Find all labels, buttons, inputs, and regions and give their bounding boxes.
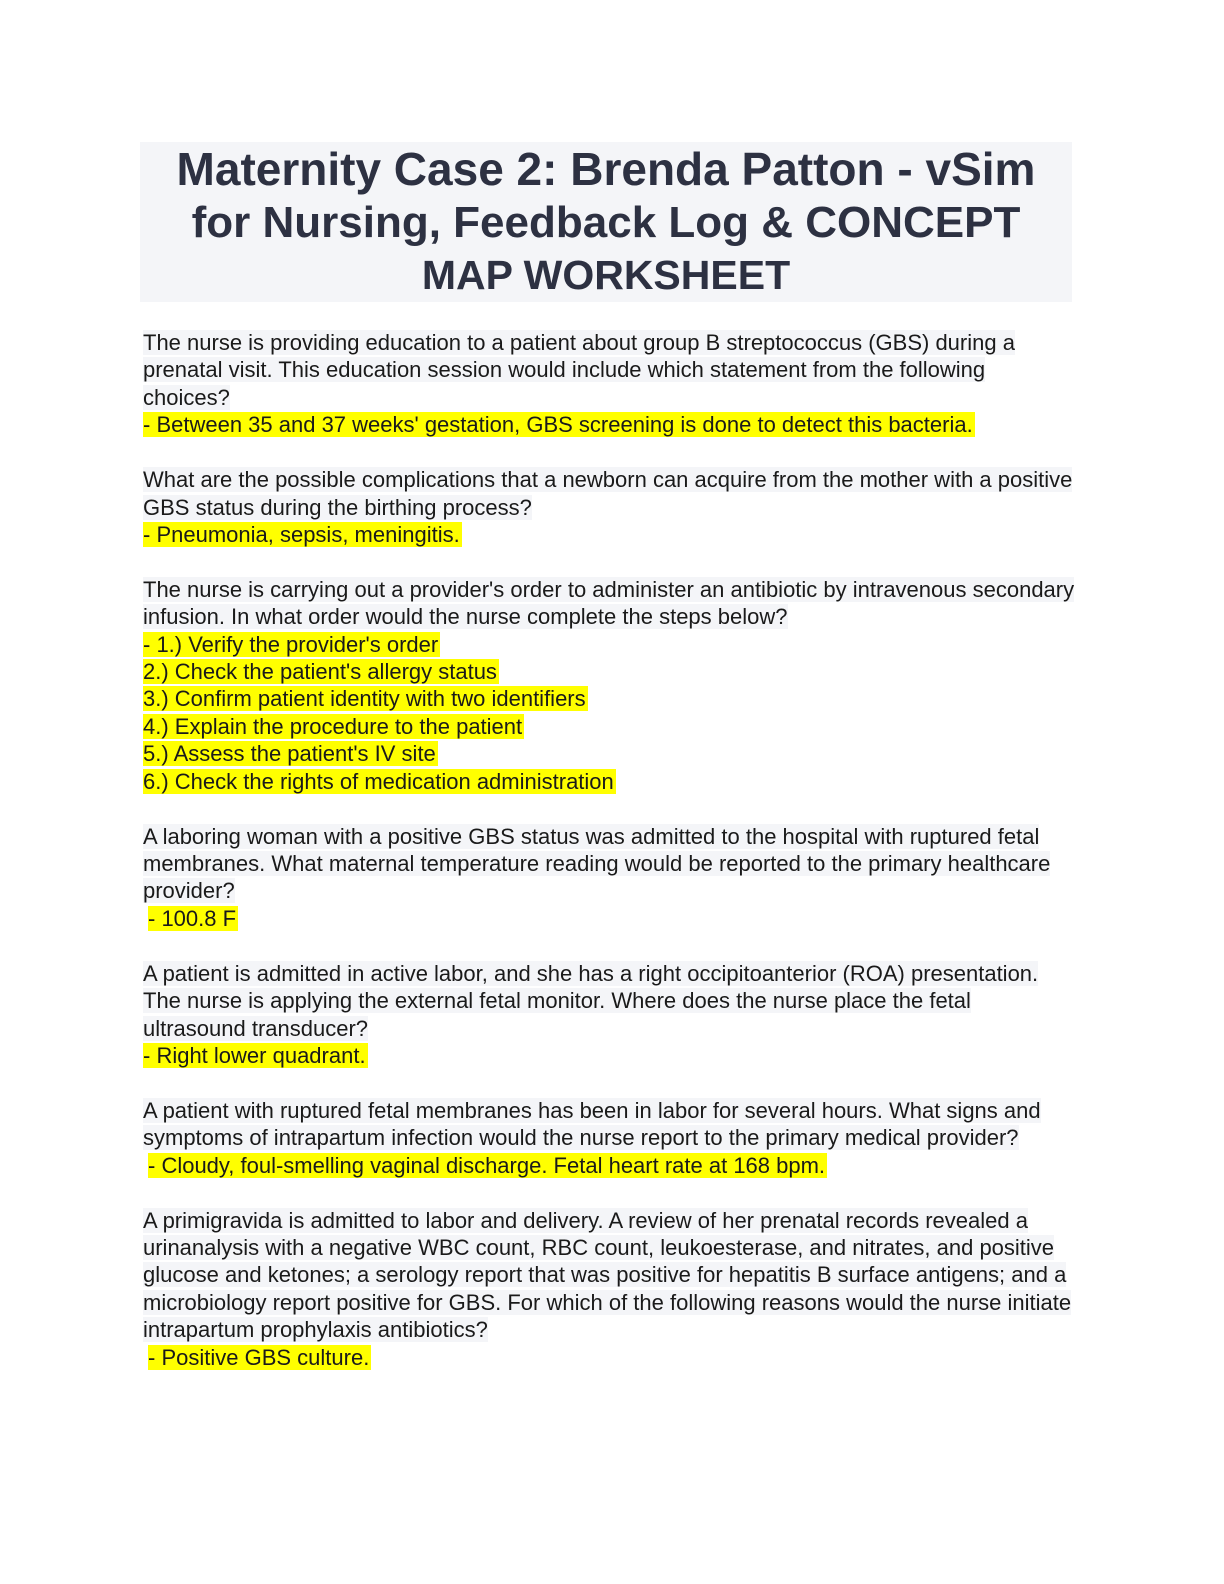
answer-step: 2.) Check the patient's allergy status <box>143 659 497 685</box>
answer-highlight: - Positive GBS culture. <box>148 1344 370 1370</box>
answer-step: 3.) Confirm patient identity with two identifiers <box>143 686 586 712</box>
title-line-3: MAP WORKSHEET <box>421 251 791 298</box>
question-block <box>143 329 1078 439</box>
answer-step: 5.) Assess the patient's IV site <box>143 741 436 767</box>
title-line-1: Maternity Case 2: Brenda Patton - vSim <box>176 142 1036 195</box>
title-line-2: for Nursing, Feedback Log & CONCEPT <box>191 197 1021 247</box>
question-block <box>143 960 1078 1070</box>
question-text: A patient with ruptured fetal membranes has been in labor for several hours. What signs and symptoms of intrapartum infection would the nurse report to the primary medical provider? <box>143 1097 1041 1151</box>
answer-highlight: - Between 35 and 37 weeks' gestation, GBS screening is done to detect this bacteria. <box>143 412 973 438</box>
question-block <box>143 1097 1078 1179</box>
question-text: What are the possible complications that a newborn can acquire from the mother with a positive GBS status during the birthing process? <box>143 467 1073 520</box>
question-block <box>143 823 1078 933</box>
answer-step: - 1.) Verify the provider's order <box>143 631 439 657</box>
question-block <box>143 466 1078 548</box>
answer-highlight: - Cloudy, foul-smelling vaginal discharge. Fetal heart rate at 168 bpm. <box>148 1152 826 1178</box>
answer-highlight: - Right lower quadrant. <box>143 1042 366 1068</box>
answer-step: 4.) Explain the procedure to the patient <box>143 713 523 739</box>
answer-step: 6.) Check the rights of medication administration <box>143 768 614 794</box>
question-text: The nurse is carrying out a provider's order to administer an antibiotic by intravenous secondary infusion. In what order would the nurse complete the steps below? <box>143 576 1075 630</box>
question-text: A primigravida is admitted to labor and delivery. A review of her prenatal records revealed a urinanalysis with a negative WBC count, RBC count, leukoesterase, and nitrates, and positive glucose and ketones; a serology report that was positive for hepatitis B surface antigens; and a microbiology report positive for GBS. For which of the following reasons would the nurse initiate intrapartum prophylaxis antibiotics? <box>143 1207 1072 1343</box>
question-block <box>143 576 1078 795</box>
question-list <box>143 329 1078 1399</box>
answer-highlight: - Pneumonia, sepsis, meningitis. <box>143 521 460 547</box>
question-text: The nurse is providing education to a patient about group B streptococcus (GBS) during a prenatal visit. This education session would include which statement from the following choices? <box>143 330 1015 410</box>
question-block <box>143 1207 1078 1371</box>
question-text: A laboring woman with a positive GBS status was admitted to the hospital with ruptured fetal membranes. What maternal temperature reading would be reported to the primary healthcare provider? <box>143 823 1051 904</box>
answer-highlight: - 100.8 F <box>148 905 237 931</box>
question-text: A patient is admitted in active labor, and she has a right occipitoanterior (ROA) presentation. The nurse is applying the external fetal monitor. Where does the nurse place the fetal ultrasound transducer? <box>143 960 1039 1041</box>
document-title <box>140 142 1072 302</box>
